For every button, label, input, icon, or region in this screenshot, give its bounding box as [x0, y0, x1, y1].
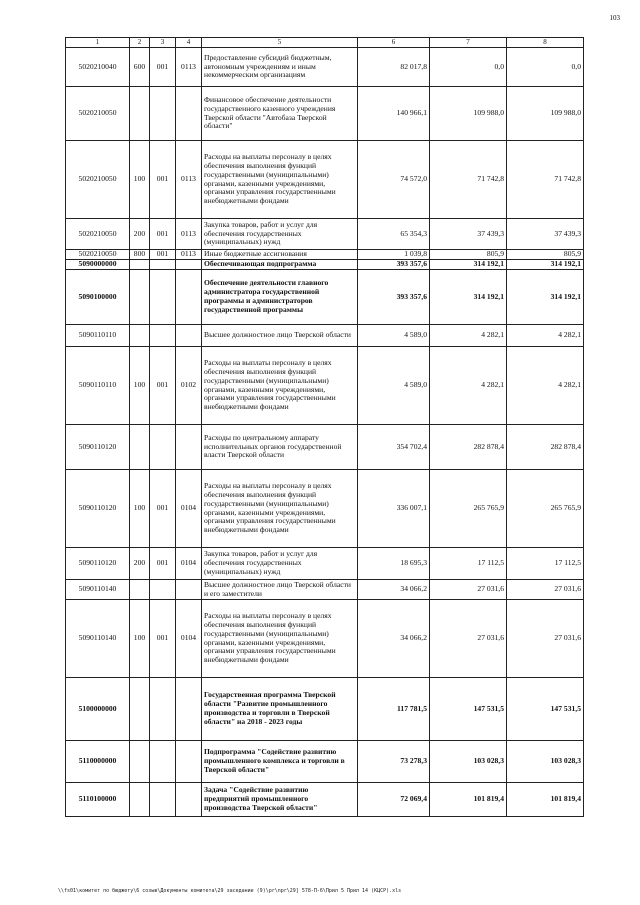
cell-vr — [130, 270, 150, 325]
table-row — [66, 548, 584, 580]
col-header: 2 — [130, 38, 150, 48]
cell-vr: 100 — [130, 141, 150, 219]
cell-vr — [130, 580, 150, 600]
cell-vr — [130, 325, 150, 347]
cell-name: Закупка товаров, работ и услуг для обеспечения государственных (муниципальных) нужд — [202, 219, 358, 250]
cell-value-1: 34 066,2 — [358, 580, 430, 600]
table-row — [66, 347, 584, 425]
cell-kcsr: 5090110120 — [66, 425, 130, 470]
table-row — [66, 600, 584, 678]
cell-value-2: 27 031,6 — [430, 600, 507, 678]
cell-value-1: 4 589,0 — [358, 325, 430, 347]
col-header: 7 — [430, 38, 507, 48]
cell-value-3: 101 819,4 — [507, 783, 584, 817]
cell-rz: 001 — [150, 600, 176, 678]
cell-rz: 001 — [150, 219, 176, 250]
cell-pr — [176, 425, 202, 470]
cell-value-1: 354 702,4 — [358, 425, 430, 470]
cell-value-3: 109 988,0 — [507, 87, 584, 141]
cell-pr: 0104 — [176, 600, 202, 678]
cell-kcsr: 5020210050 — [66, 219, 130, 250]
cell-value-2: 282 878,4 — [430, 425, 507, 470]
cell-pr — [176, 260, 202, 270]
table-row — [66, 470, 584, 548]
cell-name: Расходы по центральному аппарату исполнительных органов государственной власти Тверской области — [202, 425, 358, 470]
cell-kcsr: 5090110120 — [66, 548, 130, 580]
cell-value-1: 393 357,6 — [358, 260, 430, 270]
cell-vr: 600 — [130, 48, 150, 87]
cell-vr: 200 — [130, 548, 150, 580]
cell-value-2: 101 819,4 — [430, 783, 507, 817]
cell-name: Обеспечение деятельности главного администратора государственной программы и администраторов государственной программы — [202, 270, 358, 325]
cell-value-2: 103 028,3 — [430, 741, 507, 783]
table-row — [66, 219, 584, 250]
cell-name: Расходы на выплаты персоналу в целях обеспечения выполнения функций государственными (муниципальными) органами, казенными учреждениями, органами управления государственными внебюджетными фондами — [202, 141, 358, 219]
cell-value-1: 117 781,5 — [358, 678, 430, 741]
cell-value-1: 73 278,3 — [358, 741, 430, 783]
cell-name: Обеспечивающая подпрограмма — [202, 260, 358, 270]
cell-pr: 0113 — [176, 219, 202, 250]
cell-value-3: 805,9 — [507, 250, 584, 260]
cell-value-3: 147 531,5 — [507, 678, 584, 741]
cell-name: Государственная программа Тверской области "Развитие промышленного производства и торговли в Тверской области" на 2018 - 2023 годы — [202, 678, 358, 741]
cell-rz — [150, 678, 176, 741]
col-header: 1 — [66, 38, 130, 48]
cell-vr: 100 — [130, 600, 150, 678]
cell-rz: 001 — [150, 250, 176, 260]
cell-rz — [150, 87, 176, 141]
cell-kcsr: 5020210040 — [66, 48, 130, 87]
cell-vr — [130, 678, 150, 741]
cell-rz — [150, 325, 176, 347]
cell-pr — [176, 325, 202, 347]
table-row — [66, 678, 584, 741]
page-number: 103 — [609, 14, 620, 22]
cell-kcsr: 5110100000 — [66, 783, 130, 817]
cell-kcsr: 5020210050 — [66, 87, 130, 141]
cell-kcsr: 5090110110 — [66, 325, 130, 347]
cell-value-3: 4 282,1 — [507, 347, 584, 425]
cell-value-3: 4 282,1 — [507, 325, 584, 347]
cell-value-1: 72 069,4 — [358, 783, 430, 817]
cell-kcsr: 5090110140 — [66, 580, 130, 600]
cell-value-3: 37 439,3 — [507, 219, 584, 250]
cell-rz: 001 — [150, 470, 176, 548]
cell-vr: 800 — [130, 250, 150, 260]
cell-value-2: 805,9 — [430, 250, 507, 260]
cell-pr: 0104 — [176, 470, 202, 548]
cell-value-1: 74 572,0 — [358, 141, 430, 219]
cell-value-3: 314 192,1 — [507, 260, 584, 270]
cell-value-2: 4 282,1 — [430, 347, 507, 425]
cell-name: Предоставление субсидий бюджетным, автономным учреждениям и иным некоммерческим организациям — [202, 48, 358, 87]
cell-value-3: 27 031,6 — [507, 600, 584, 678]
table-row — [66, 325, 584, 347]
cell-value-1: 336 007,1 — [358, 470, 430, 548]
cell-rz — [150, 260, 176, 270]
col-header: 5 — [202, 38, 358, 48]
cell-pr — [176, 741, 202, 783]
cell-value-3: 0,0 — [507, 48, 584, 87]
cell-pr: 0113 — [176, 48, 202, 87]
cell-rz: 001 — [150, 347, 176, 425]
cell-rz — [150, 580, 176, 600]
table-row — [66, 741, 584, 783]
cell-value-2: 147 531,5 — [430, 678, 507, 741]
cell-name: Высшее должностное лицо Тверской области — [202, 325, 358, 347]
column-number-row — [66, 38, 584, 48]
cell-kcsr: 5090110120 — [66, 470, 130, 548]
cell-name: Расходы на выплаты персоналу в целях обеспечения выполнения функций государственными (муниципальными) органами, казенными учреждениями, органами управления государственными внебюджетными фондами — [202, 470, 358, 548]
cell-pr: 0113 — [176, 250, 202, 260]
cell-pr — [176, 580, 202, 600]
cell-vr — [130, 87, 150, 141]
cell-vr: 100 — [130, 347, 150, 425]
cell-value-1: 140 966,1 — [358, 87, 430, 141]
cell-name: Расходы на выплаты персоналу в целях обеспечения выполнения функций государственными (муниципальными) органами, казенными учреждениями, органами управления государственными внебюджетными фондами — [202, 347, 358, 425]
table-row — [66, 783, 584, 817]
col-header: 4 — [176, 38, 202, 48]
cell-value-3: 103 028,3 — [507, 741, 584, 783]
col-header: 8 — [507, 38, 584, 48]
table-row — [66, 260, 584, 270]
cell-value-1: 4 589,0 — [358, 347, 430, 425]
cell-name: Задача "Содействие развитию предприятий промышленного производства Тверской области" — [202, 783, 358, 817]
cell-kcsr: 5090100000 — [66, 270, 130, 325]
table-row — [66, 48, 584, 87]
cell-rz — [150, 425, 176, 470]
budget-table — [65, 37, 584, 817]
cell-kcsr: 5090110110 — [66, 347, 130, 425]
cell-name: Иные бюджетные ассигнования — [202, 250, 358, 260]
cell-value-2: 27 031,6 — [430, 580, 507, 600]
cell-value-2: 37 439,3 — [430, 219, 507, 250]
cell-rz — [150, 270, 176, 325]
cell-value-2: 314 192,1 — [430, 270, 507, 325]
cell-name: Финансовое обеспечение деятельности государственного казенного учреждения Тверской области "Автобаза Тверской области" — [202, 87, 358, 141]
cell-kcsr: 5090000000 — [66, 260, 130, 270]
cell-vr — [130, 260, 150, 270]
cell-value-1: 82 017,8 — [358, 48, 430, 87]
cell-value-1: 1 039,8 — [358, 250, 430, 260]
cell-name: Подпрограмма "Содействие развитию промышленного комплекса и торговли в Тверской области" — [202, 741, 358, 783]
cell-vr: 200 — [130, 219, 150, 250]
cell-pr — [176, 87, 202, 141]
cell-rz — [150, 783, 176, 817]
cell-pr — [176, 783, 202, 817]
cell-kcsr: 5020210050 — [66, 141, 130, 219]
cell-value-1: 393 357,6 — [358, 270, 430, 325]
cell-value-2: 17 112,5 — [430, 548, 507, 580]
file-path-footer: \\fs01\комитет по бюджету\6 созыв\Документы комитета\29 заседание (9)\pr\npr\29] 578-П-6\Прил 5 Прил 14 (КЦСР).xls — [58, 888, 402, 894]
cell-kcsr: 5020210050 — [66, 250, 130, 260]
cell-vr — [130, 741, 150, 783]
cell-pr — [176, 270, 202, 325]
cell-value-2: 314 192,1 — [430, 260, 507, 270]
cell-rz — [150, 741, 176, 783]
cell-value-3: 17 112,5 — [507, 548, 584, 580]
cell-pr — [176, 678, 202, 741]
cell-value-3: 27 031,6 — [507, 580, 584, 600]
cell-name: Расходы на выплаты персоналу в целях обеспечения выполнения функций государственными (муниципальными) органами, казенными учреждениями, органами управления государственными внебюджетными фондами — [202, 600, 358, 678]
cell-value-2: 265 765,9 — [430, 470, 507, 548]
cell-rz: 001 — [150, 48, 176, 87]
cell-value-2: 109 988,0 — [430, 87, 507, 141]
cell-vr: 100 — [130, 470, 150, 548]
col-header: 3 — [150, 38, 176, 48]
cell-value-3: 314 192,1 — [507, 270, 584, 325]
cell-pr: 0104 — [176, 548, 202, 580]
cell-value-2: 0,0 — [430, 48, 507, 87]
cell-value-3: 71 742,8 — [507, 141, 584, 219]
table-row — [66, 580, 584, 600]
cell-value-2: 71 742,8 — [430, 141, 507, 219]
cell-rz: 001 — [150, 141, 176, 219]
cell-value-1: 65 354,3 — [358, 219, 430, 250]
cell-value-1: 34 066,2 — [358, 600, 430, 678]
cell-value-3: 282 878,4 — [507, 425, 584, 470]
table-row — [66, 141, 584, 219]
table-row — [66, 250, 584, 260]
table-row — [66, 425, 584, 470]
cell-vr — [130, 425, 150, 470]
cell-kcsr: 5110000000 — [66, 741, 130, 783]
cell-kcsr: 5090110140 — [66, 600, 130, 678]
cell-value-2: 4 282,1 — [430, 325, 507, 347]
cell-pr: 0102 — [176, 347, 202, 425]
cell-kcsr: 5100000000 — [66, 678, 130, 741]
cell-name: Закупка товаров, работ и услуг для обеспечения государственных (муниципальных) нужд — [202, 548, 358, 580]
table-row — [66, 87, 584, 141]
cell-name: Высшее должностное лицо Тверской области и его заместители — [202, 580, 358, 600]
table-row — [66, 270, 584, 325]
col-header: 6 — [358, 38, 430, 48]
cell-value-3: 265 765,9 — [507, 470, 584, 548]
cell-value-1: 18 695,3 — [358, 548, 430, 580]
cell-rz: 001 — [150, 548, 176, 580]
cell-vr — [130, 783, 150, 817]
cell-pr: 0113 — [176, 141, 202, 219]
